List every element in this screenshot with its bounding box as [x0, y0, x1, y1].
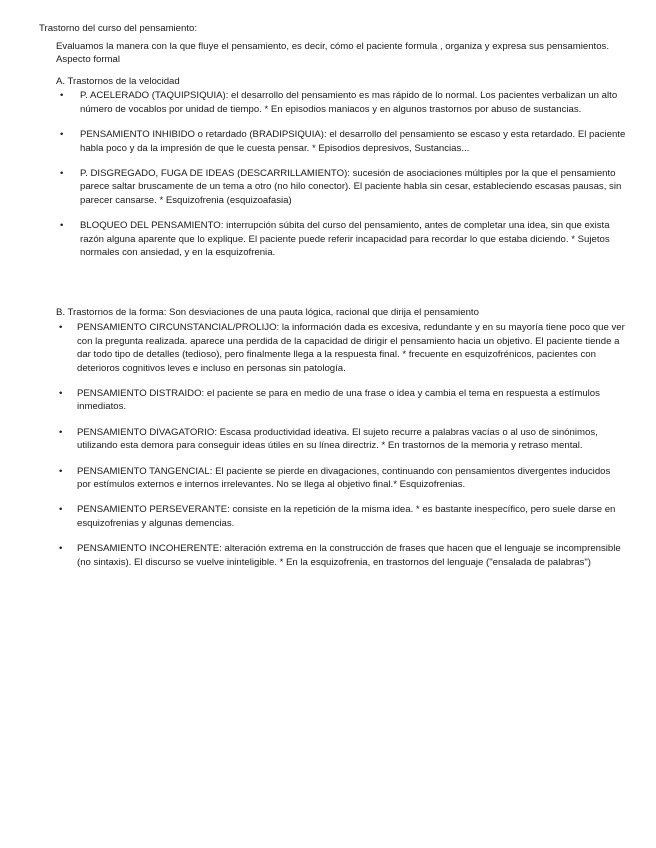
intro-paragraph: Evaluamos la manera con la que fluye el pensamiento, es decir, cómo el paciente formula , organiza y expresa sus pensamientos. Aspecto formal	[56, 41, 610, 66]
list-item	[56, 89, 626, 116]
list-item	[56, 167, 626, 207]
list-item-text: P. DISGREGADO, FUGA DE IDEAS (DESCARRILLAMIENTO): sucesión de asociaciones múltiples por la que el pensamiento parece saltar bruscamente de un tema a otro (no hilo conector). El paciente habla sin cesar, estableciendo escasas pausas, sin parecer cansarse. * Esquizofrenia (esquizoafasia)	[80, 168, 622, 206]
list-item-text: PENSAMIENTO DIVAGATORIO: Escasa productividad ideativa. El sujeto recurre a palabras vacías o al uso de sinónimos, utilizando esta demora para conseguir ideas útiles en su línea directriz. * En trastornos de la memoria y retraso mental.	[77, 426, 598, 452]
bullet-icon: •	[59, 322, 63, 334]
list-item-text: PENSAMIENTO PERSEVERANTE: consiste en la repetición de la misma idea. * es bastante inespecífico, pero suele darse en esquizofrenias y algunas demencias.	[77, 504, 616, 529]
list-item	[56, 219, 626, 259]
section-a-heading: A. Trastornos de la velocidad	[56, 76, 180, 87]
section-a-list	[56, 89, 626, 259]
list-item	[56, 128, 626, 155]
list-item-text: PENSAMIENTO INCOHERENTE: alteración extrema en la construcción de frases que hacen que el lenguaje se incomprensible (no sintaxis). El discurso se vuelve ininteligible. * En la esquizofrenia, en trastornos del lenguaje ("ensalada de palabras")	[77, 543, 621, 568]
section-velocity-disorders	[56, 75, 626, 271]
section-b-list	[56, 321, 626, 569]
section-form-disorders	[56, 306, 626, 581]
list-item	[56, 542, 626, 569]
bullet-icon: •	[59, 504, 63, 516]
bullet-icon: •	[60, 220, 64, 232]
list-item	[56, 321, 626, 375]
list-item-text: PENSAMIENTO DISTRAIDO: el paciente se para en medio de una frase o idea y cambia el tema en respuesta a estímulos inmediatos.	[77, 388, 600, 413]
list-item-text: PENSAMIENTO CIRCUNSTANCIAL/PROLIJO: la información dada es excesiva, redundante y en su mayoría tiene poco que ver con la pregunta realizada. aparece una perdida de la capacidad de dirigir el pensamiento hacia un objetivo. El paciente tiende a dar todo tipo de detalles (tedioso), pero finalmente llega a la respuesta final. * frecuente en esquizofrénicos, pacientes con deterioros cognitivos leves e incluso en personas sin patología.	[77, 322, 625, 374]
bullet-icon: •	[59, 388, 63, 400]
bullet-icon: •	[60, 129, 64, 141]
list-item-text: PENSAMIENTO TANGENCIAL: El paciente se pierde en divagaciones, continuando con pensamientos divergentes inducidos por estímulos externos e internos irrelevantes. No se llega al objetivo final.* Esquizofrenias.	[77, 465, 611, 491]
list-item-text: BLOQUEO DEL PENSAMIENTO: interrupción súbita del curso del pensamiento, antes de completar una idea, sin que exista razón alguna aparente que lo explique. El paciente puede referir incapacidad para recordar lo que estaba diciendo. * Sujetos normales con ansiedad, y en la esquizofrenia.	[80, 220, 610, 259]
bullet-icon: •	[59, 465, 63, 477]
list-item	[56, 465, 626, 492]
list-item	[56, 426, 626, 453]
section-b-heading: B. Trastornos de la forma: Son desviaciones de una pauta lógica, racional que dirija el pensamiento	[56, 307, 479, 318]
list-item-text: P. ACELERADO (TAQUIPSIQUIA): el desarrollo del pensamiento es mas rápido de lo normal. Los pacientes verbalizan un alto número de vocablos por unidad de tiempo. * En episodios maniacos y en algunos trastornos por abuso de sustancias.	[80, 90, 618, 115]
bullet-icon: •	[60, 168, 64, 180]
bullet-icon: •	[59, 426, 63, 438]
bullet-icon: •	[60, 90, 64, 102]
list-item-text: PENSAMIENTO INHIBIDO o retardado (BRADIPSIQUIA): el desarrollo del pensamiento se escaso y esta retardado. El paciente habla poco y da la impresión de que le cuesta pensar. * Episodios depresivos, Sustancias...	[80, 129, 626, 154]
list-item	[56, 503, 626, 530]
bullet-icon: •	[59, 543, 63, 555]
document-title: Trastorno del curso del pensamiento:	[39, 23, 198, 34]
list-item	[56, 387, 626, 414]
